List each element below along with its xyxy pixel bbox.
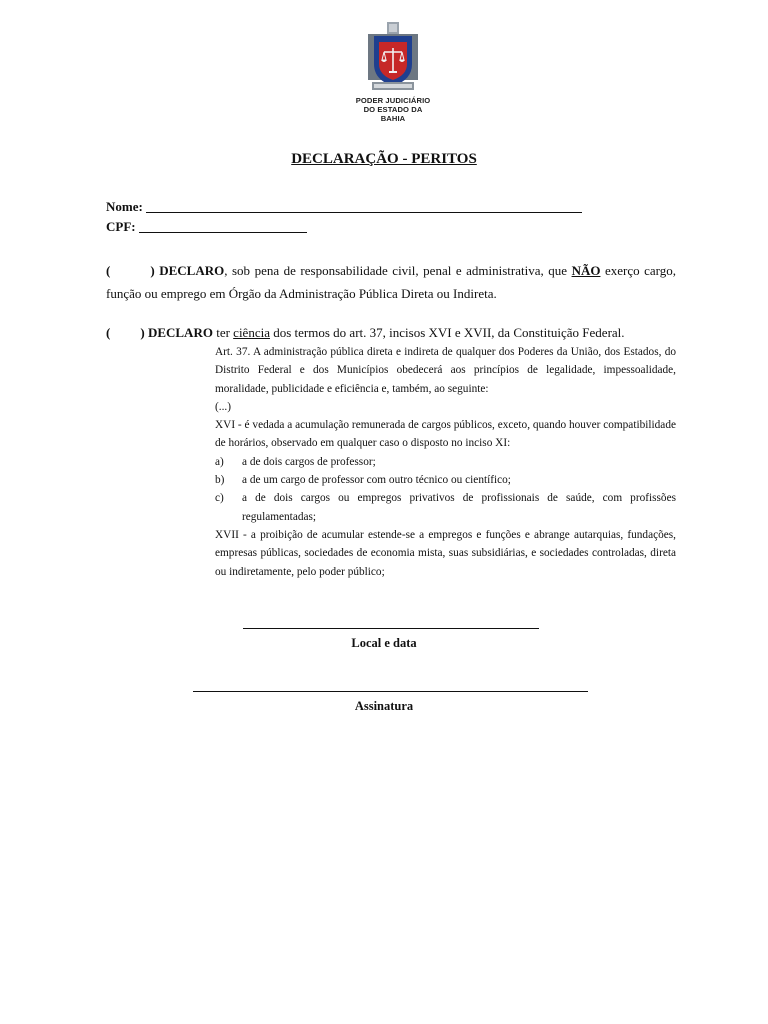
institution-name-line1: PODER JUDICIÁRIO: [355, 96, 431, 105]
local-data-label: Local e data: [351, 636, 417, 650]
quote-ellipsis: (...): [215, 400, 231, 413]
cpf-blank-line[interactable]: [139, 220, 307, 233]
quote-art37: Art. 37. A administração pública direta e indireta de qualquer dos Poderes da União, dos Estados, do Distrito Federal e dos Municípios obedecerá aos princípios de legalidade, impessoalidade, moralidade, publicidade e eficiência e, também, ao seguinte:: [215, 346, 676, 395]
declaration-1-checkbox[interactable]: ( ): [106, 263, 155, 278]
declaration-1-text-b: exerço cargo, função ou emprego em Órgão da Administração Pública Direta ou Indireta.: [106, 263, 677, 301]
cpf-label: CPF:: [106, 219, 136, 234]
quote-inciso-xvii: XVII - a proibição de acumular estende-se a empregos e funções e abrange autarquias, fundações, empresas públicas, sociedades de economia mista, suas subsidiárias, e sociedades controladas, direta ou indiretamente, pelo poder público;: [215, 528, 676, 578]
quote-item-marker: b): [215, 474, 225, 487]
nome-field: [106, 199, 582, 215]
nome-blank-line[interactable]: [146, 200, 582, 213]
declaration-2-checkbox[interactable]: ( ): [106, 325, 145, 340]
quote-item-c: [215, 489, 676, 526]
quote-item-text: a de dois cargos ou empregos privativos de profissionais de saúde, com profissões regulamentadas;: [242, 492, 676, 523]
quote-item-marker: a): [215, 455, 224, 468]
institution-name-line2: DO ESTADO DA BAHIA: [363, 105, 423, 123]
declaration-1-keyword: DECLARO: [159, 263, 225, 278]
quote-item-text: a de dois cargos de professor;: [242, 455, 376, 468]
quote-item-marker: c): [215, 492, 224, 505]
quote-item-b: [215, 471, 676, 489]
cpf-field: [106, 219, 307, 235]
quote-item-text: a de um cargo de professor com outro técnico ou científico;: [242, 474, 511, 487]
quote-item-a: [215, 453, 676, 471]
declaration-1-emphasis: NÃO: [571, 263, 601, 278]
signature-label: Assinatura: [354, 699, 414, 713]
bahia-coat-of-arms-icon: [362, 20, 424, 96]
signature-line[interactable]: [193, 691, 588, 692]
document-header: [352, 20, 434, 123]
quote-inciso-xvi: XVI - é vedada a acumulação remunerada de cargos públicos, exceto, quando houver compatibilidade de horários, observado em qualquer caso o disposto no inciso XI:: [215, 419, 676, 450]
declaration-1-text-a: , sob pena de responsabilidade civil, penal e administrativa, que: [224, 263, 572, 278]
nome-label: Nome:: [106, 199, 143, 214]
document-title: DECLARAÇÃO - PERITOS: [291, 151, 477, 167]
declaration-1: [106, 259, 676, 305]
declaration-2-text-a: ter: [212, 325, 234, 340]
declaration-2-text-b: dos termos do art. 37, incisos XVI e XVII, da Constituição Federal.: [269, 325, 625, 340]
constitution-quote: [215, 343, 676, 581]
local-data-line[interactable]: [243, 628, 539, 629]
declaration-2: [106, 321, 676, 344]
declaration-2-emphasis: ciência: [233, 325, 270, 340]
declaration-2-keyword: DECLARO: [147, 325, 213, 340]
